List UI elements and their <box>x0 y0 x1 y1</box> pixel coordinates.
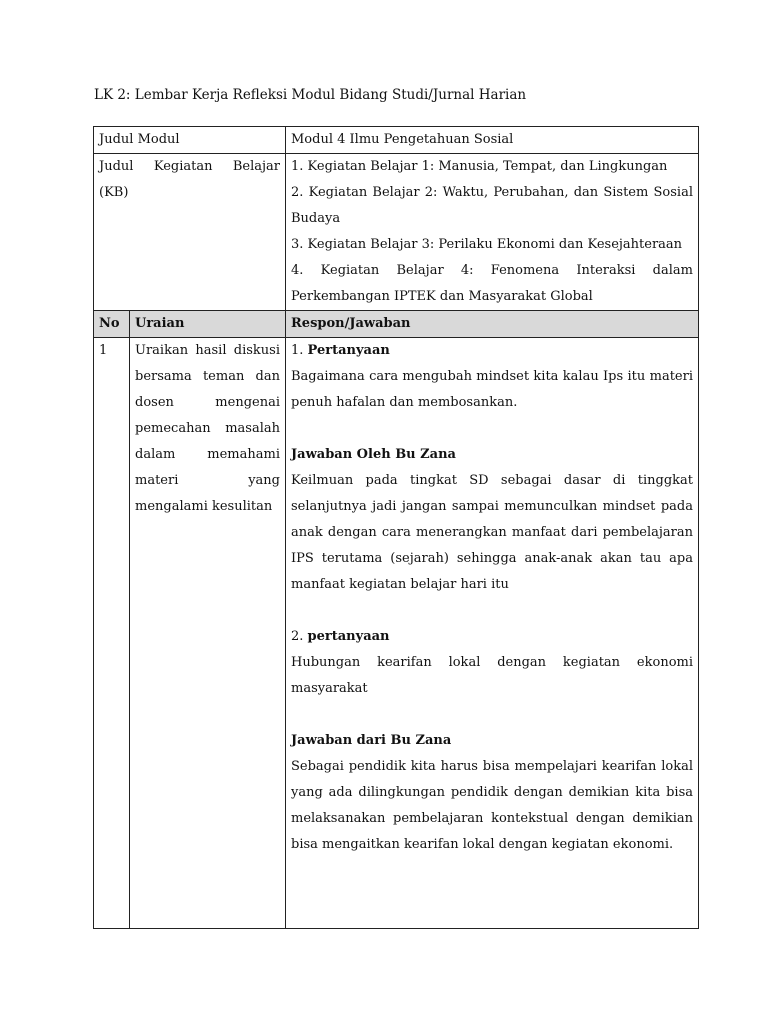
reflection-table <box>93 126 699 929</box>
header-uraian: Uraian <box>130 311 286 338</box>
question-2-heading <box>291 624 693 650</box>
kb-item-3: 3. Kegiatan Belajar 3: Perilaku Ekonomi dan Kesejahteraan <box>291 237 683 252</box>
header-no: No <box>94 311 130 338</box>
kb-item-1: 1. Kegiatan Belajar 1: Manusia, Tempat, dan Lingkungan <box>291 159 668 174</box>
row1-no: 1 <box>94 338 130 929</box>
spacer <box>291 416 693 442</box>
judul-modul-label: Judul Modul <box>94 127 286 154</box>
question-1-text: Bagaimana cara mengubah mindset kita kalau Ips itu materi penuh hafalan dan membosankan. <box>291 369 693 410</box>
question-1-heading <box>291 338 693 364</box>
answer-1-text: Keilmuan pada tingkat SD sebagai dasar di tinggkat selanjutnya jadi jangan sampai memunculkan mindset pada anak dengan cara menerangkan manfaat dari pembelajaran IPS terutama (sejarah) sehingga anak-anak akan tau apa manfaat kegiatan belajar hari itu <box>291 473 693 592</box>
judul-kb-label-line1: Judul Kegiatan Belajar <box>99 159 280 174</box>
answer-2-label <box>291 728 693 754</box>
table-row <box>94 338 699 929</box>
row-judul-kb <box>94 154 699 311</box>
judul-kb-label-line2: (KB) <box>99 185 129 200</box>
kb-item-2: 2. Kegiatan Belajar 2: Waktu, Perubahan, dan Sistem Sosial Budaya <box>291 185 693 226</box>
header-respon: Respon/Jawaban <box>286 311 699 338</box>
spacer <box>291 702 693 728</box>
row1-uraian: Uraikan hasil diskusi bersama teman dan dosen mengenai pemecahan masalah dalam memahami materi yang mengalami kesulitan <box>135 343 280 514</box>
question-2-text: Hubungan kearifan lokal dengan kegiatan ekonomi masyarakat <box>291 655 693 696</box>
kb-list-cell <box>286 154 699 311</box>
answer-2-label-text: Jawaban dari Bu Zana <box>291 733 452 748</box>
answer-1-label <box>291 442 693 468</box>
row1-uraian-cell <box>130 338 286 929</box>
question-1-number: 1. <box>291 343 308 358</box>
judul-kb-label-cell <box>94 154 286 311</box>
question-1-label: Pertanyaan <box>307 343 390 358</box>
question-2-label: pertanyaan <box>307 629 390 644</box>
document-title: LK 2: Lembar Kerja Refleksi Modul Bidang Studi/Jurnal Harian <box>94 87 527 103</box>
answer-2-text: Sebagai pendidik kita harus bisa mempelajari kearifan lokal yang ada dilingkungan pendidik dengan demikian kita bisa melaksanakan pembelajaran kontekstual dengan demikian bisa mengaitkan kearifan lokal dengan kegiatan ekonomi. <box>291 759 693 852</box>
row-judul-modul <box>94 127 699 154</box>
answer-1-label-text: Jawaban Oleh Bu Zana <box>291 447 456 462</box>
kb-item-4: 4. Kegiatan Belajar 4: Fenomena Interaksi dalam Perkembangan IPTEK dan Masyarakat Global <box>291 263 693 304</box>
table-header-row <box>94 311 699 338</box>
judul-modul-value: Modul 4 Ilmu Pengetahuan Sosial <box>286 127 699 154</box>
row1-respon-cell <box>286 338 699 929</box>
spacer <box>291 598 693 624</box>
question-2-number: 2. <box>291 629 308 644</box>
